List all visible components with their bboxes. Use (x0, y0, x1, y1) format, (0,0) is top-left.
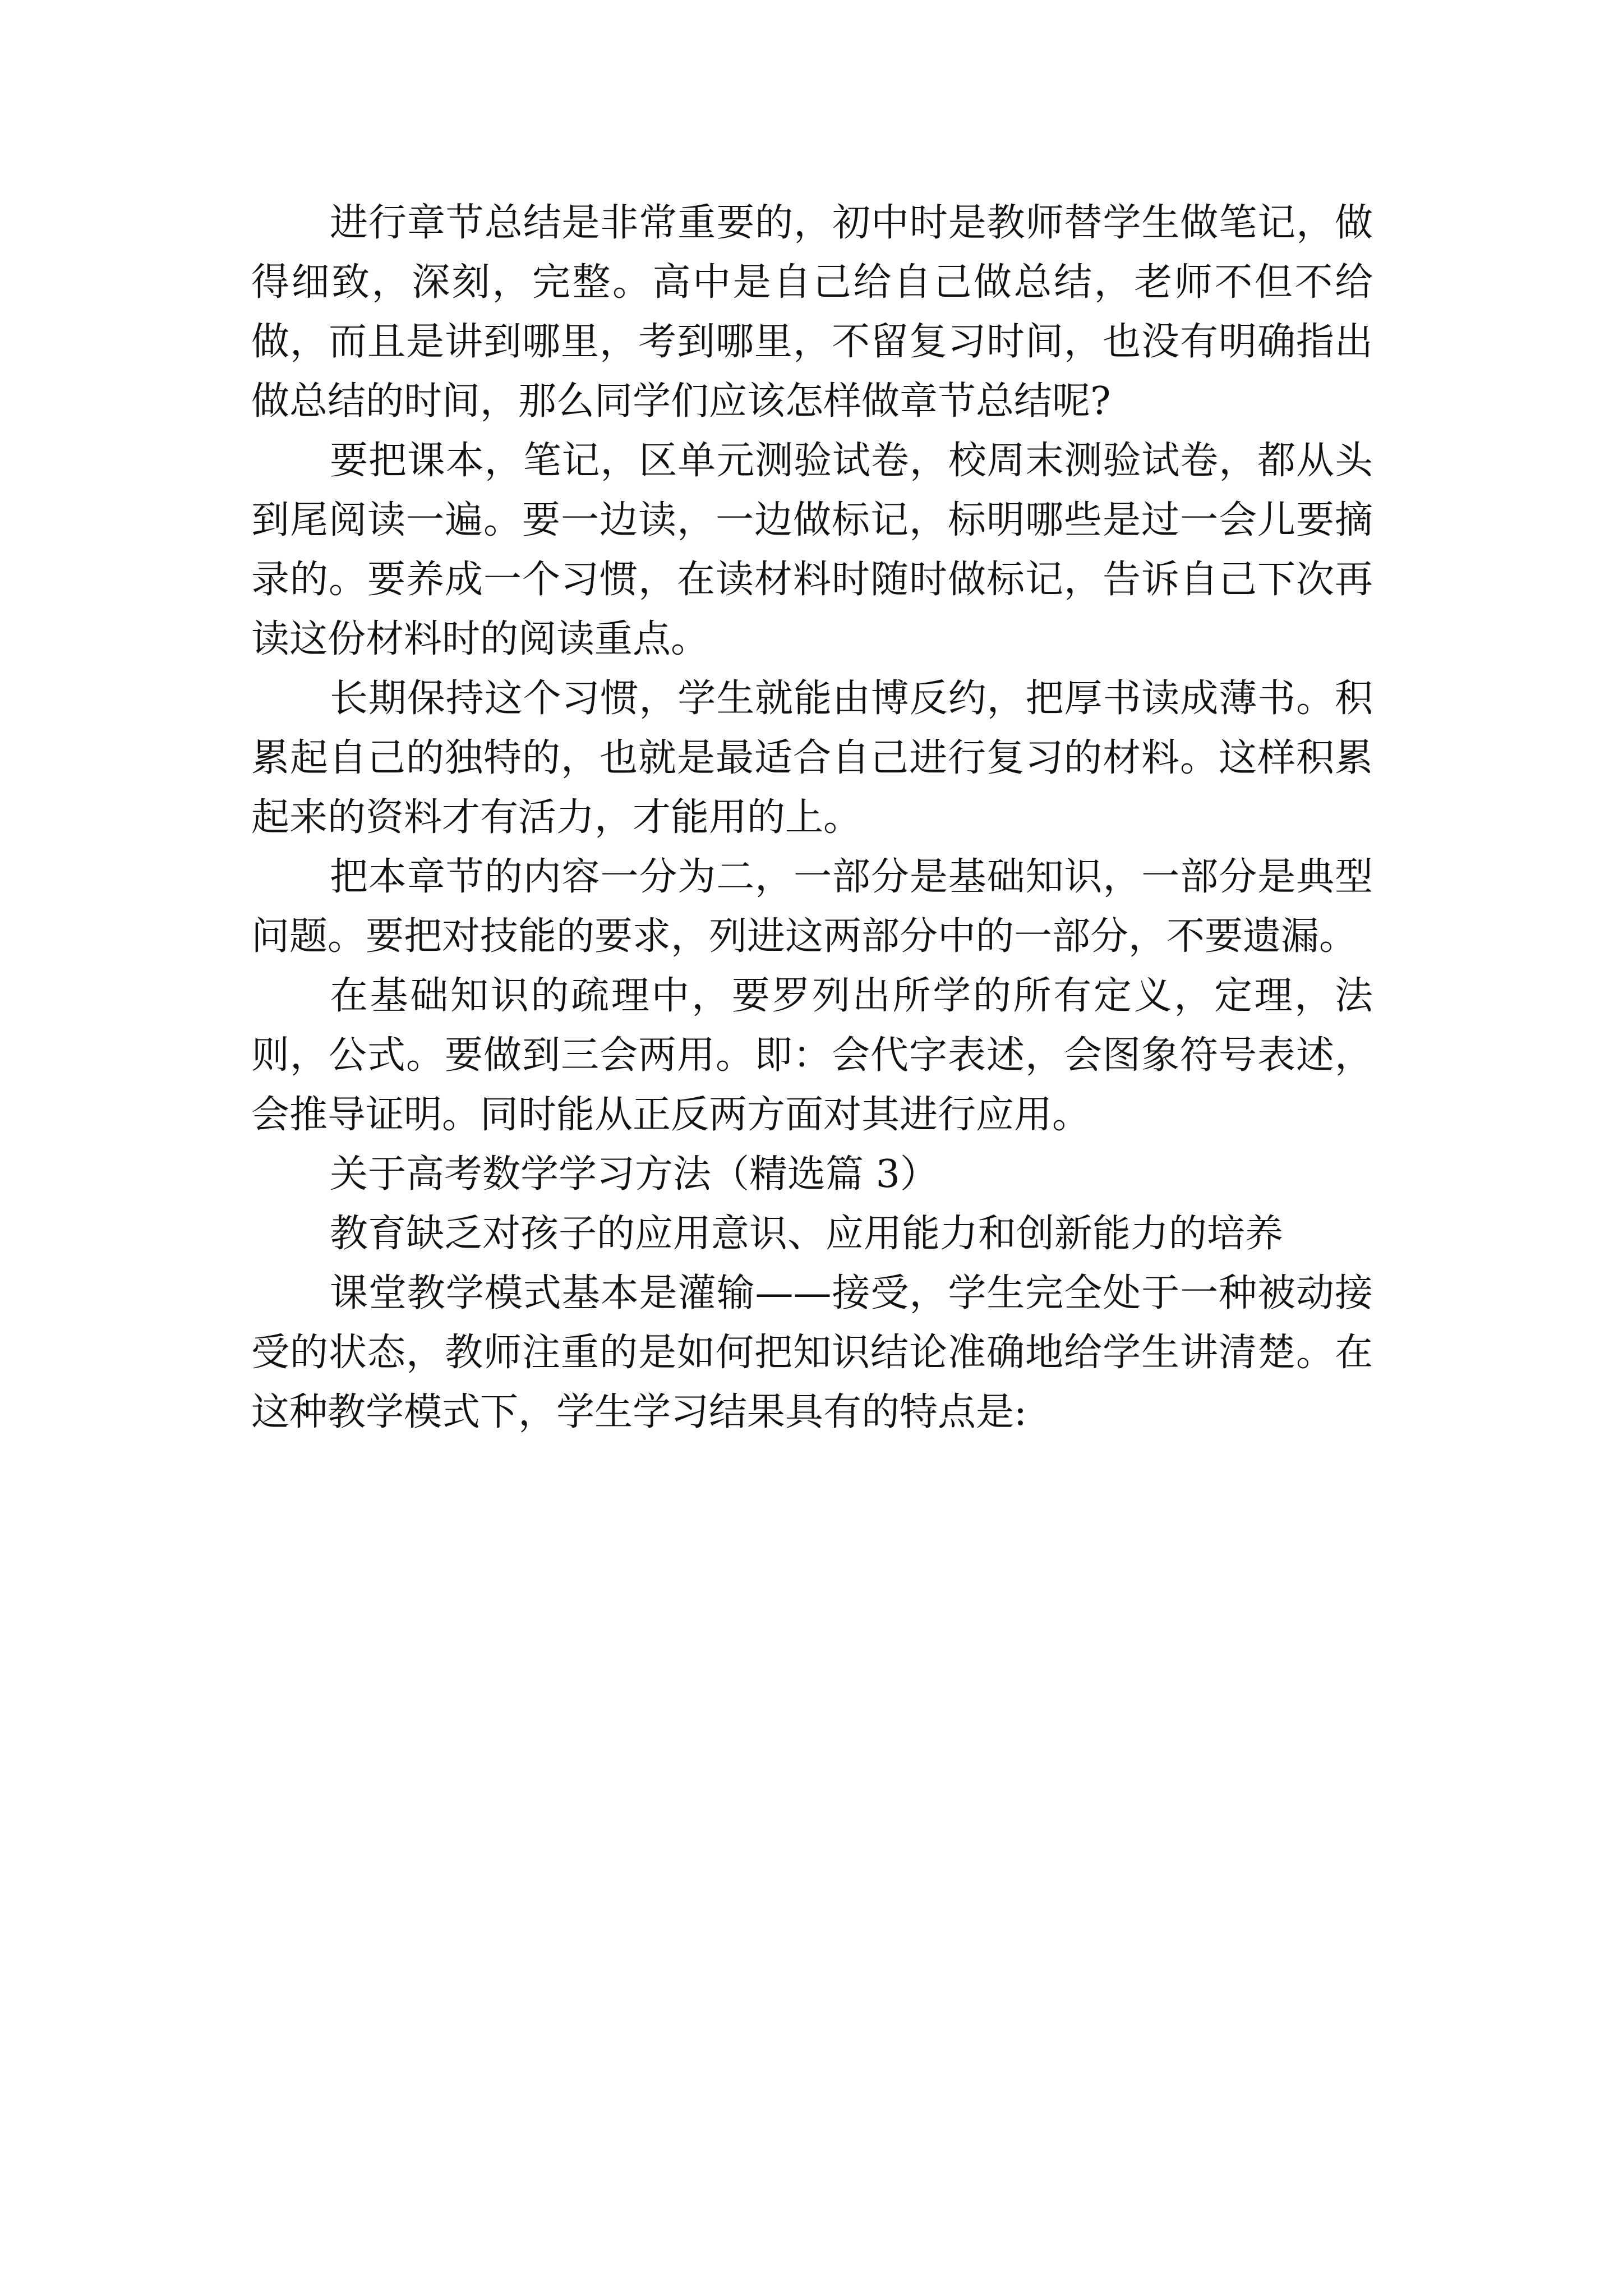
paragraph-chapter-summary-intro: 进行章节总结是非常重要的，初中时是教师替学生做笔记，做得细致，深刻，完整。高中是自己给自己做总结，老师不但不给做，而且是讲到哪里，考到哪里，不留复习时间，也没有明确指出做总结的时间，那么同学们应该怎样做章节总结呢? (251, 201, 1373, 424)
paragraph-keep-habit: 长期保持这个习惯，学生就能由博反约，把厚书读成薄书。积累起自己的独特的，也就是最适合自己进行复习的材料。这样积累起来的资料才有活力，才能用的上。 (251, 677, 1373, 840)
document-body (251, 194, 1373, 1442)
paragraph-education-lack: 教育缺乏对孩子的应用意识、应用能力和创新能力的培养 (330, 1212, 1284, 1256)
paragraph-basic-knowledge: 在基础知识的疏理中，要罗列出所学的所有定义，定理，法则，公式。要做到三会两用。即：会代字表述，会图象符号表述，会推导证明。同时能从正反两方面对其进行应用。 (251, 974, 1373, 1137)
paragraph-classroom-mode: 课堂教学模式基本是灌输——接受，学生完全处于一种被动接受的状态，教师注重的是如何把知识结论准确地给学生讲清楚。在这种教学模式下，学生学习结果具有的特点是: (251, 1271, 1373, 1434)
paragraph-split-content: 把本章节的内容一分为二，一部分是基础知识，一部分是典型问题。要把对技能的要求，列进这两部分中的一部分，不要遗漏。 (251, 855, 1373, 959)
paragraph-read-materials: 要把课本，笔记，区单元测验试卷，校周末测验试卷，都从头到尾阅读一遍。要一边读，一边做标记，标明哪些是过一会儿要摘录的。要养成一个习惯，在读材料时随时做标记，告诉自己下次再读这份材料时的阅读重点。 (251, 439, 1373, 661)
section-heading: 关于高考数学学习方法（精选篇 3） (330, 1152, 938, 1197)
